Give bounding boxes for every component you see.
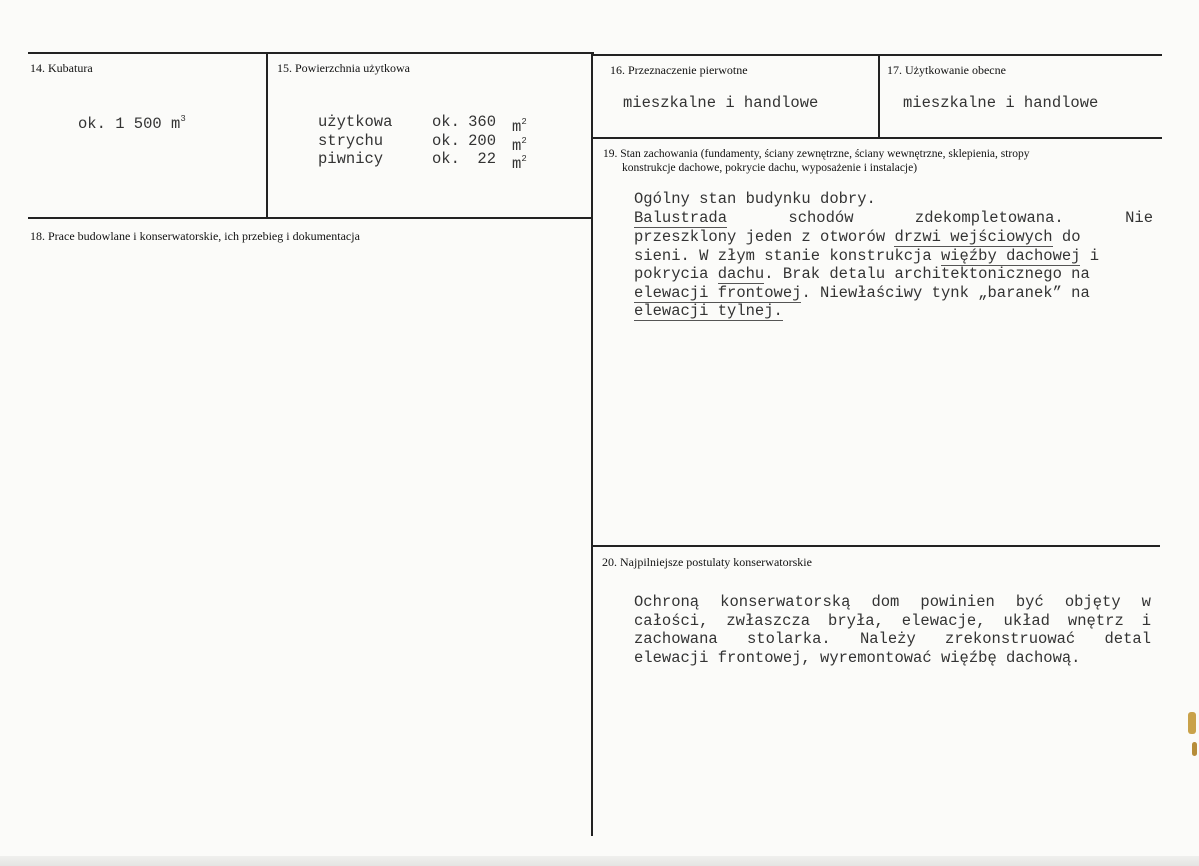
kubatura-value — [78, 114, 186, 133]
scan-edge-mark-2 — [1192, 742, 1197, 756]
postulaty-text — [634, 593, 1151, 667]
row-name: piwnicy — [318, 150, 384, 168]
underlined-dachu: dachu — [717, 265, 765, 283]
row-name: użytkowa — [318, 113, 393, 131]
underlined-balustrada: Balustrada — [634, 208, 728, 227]
main-vertical-divider — [591, 52, 593, 836]
uzytkowanie-value: mieszkalne i handlowe — [903, 94, 1099, 112]
row-prefix: ok. — [432, 131, 460, 150]
stan-line-1: Ogólny stan budynku dobry. — [634, 190, 876, 208]
rule-above-20 — [592, 545, 1160, 547]
scan-edge-mark — [1188, 712, 1196, 734]
row-value: 360 — [468, 113, 496, 131]
kubatura-unit-sup: 3 — [180, 114, 186, 124]
field-17-label: 17. Użytkowanie obecne — [887, 63, 1006, 77]
scan-bottom-edge — [0, 856, 1199, 866]
field-15-label: 15. Powierzchnia użytkowa — [277, 61, 410, 75]
row-value: 200 — [468, 131, 496, 150]
row-unit: $m^2$ — [512, 154, 527, 173]
field-20-label: 20. Najpilniejsze postulaty konserwatorskie — [602, 555, 812, 569]
field-16-label: 16. Przeznaczenie pierwotne — [610, 63, 748, 77]
stan-line-3: przeszklony jeden z otworów drzwi wejściowych do — [634, 228, 1081, 246]
row-name: strychu — [318, 131, 384, 150]
przeznaczenie-value: mieszkalne i handlowe — [623, 94, 819, 112]
postulaty-line-1: Ochroną konserwatorską dom powinien być objęty w — [634, 593, 1151, 611]
field-14-label: 14. Kubatura — [30, 61, 93, 75]
stan-text — [634, 190, 1153, 321]
row-value: 22 — [477, 150, 496, 168]
rule-under-16-17 — [592, 137, 1162, 139]
stan-line-6: elewacji frontowej. Niewłaściwy tynk „baranek” na — [634, 283, 1090, 302]
stan-line-5: pokrycia dachu. Brak detalu architektonicznego na — [634, 265, 1090, 283]
postulaty-line-2: całości, zwłaszcza bryła, elewacje, układ wnętrz i — [634, 611, 1151, 630]
row-unit: $m^2$ — [512, 135, 527, 155]
row-prefix: ok. — [432, 150, 460, 168]
top-rule-left — [28, 52, 594, 54]
row-unit: $m^2$ — [512, 117, 527, 136]
stan-line-2: Balustrada schodów zdekompletowana. Nie — [634, 208, 1153, 227]
stan-line-4: sieni. W złym stanie konstrukcja więźby dachowej i — [634, 246, 1100, 265]
stan-line-7 — [634, 302, 1153, 321]
kubatura-text: ok. 1 500 m — [78, 115, 181, 133]
postulaty-line-3: zachowana stolarka. Należy zrekonstruować detal — [634, 630, 1151, 648]
field-18-label: 18. Prace budowlane i konserwatorskie, ich przebieg i dokumentacja — [30, 229, 360, 243]
underlined-elewacji-frontowej: elewacji frontowej — [634, 283, 802, 302]
underlined-elewacji-tylnej: elewacji tylnej. — [634, 302, 783, 320]
field-19-label-line1: 19. Stan zachowania (fundamenty, ściany zewnętrzne, ściany wewnętrzne, sklepienia, stropy — [603, 148, 1030, 160]
divider-16-17 — [878, 54, 880, 138]
divider-14-15 — [266, 52, 268, 218]
postulaty-line-4: elewacji frontowej, wyremontować więźbę dachową. — [634, 648, 1081, 667]
field-19-label-line2: konstrukcje dachowe, pokrycie dachu, wyposażenie i instalacje) — [622, 162, 918, 174]
row-prefix: ok. — [432, 113, 460, 131]
rule-under-14-15 — [28, 217, 592, 219]
top-rule-right — [592, 54, 1162, 56]
underlined-drzwi: drzwi wejściowych — [894, 228, 1053, 246]
underlined-wiezby: więźby dachowej — [940, 246, 1081, 265]
